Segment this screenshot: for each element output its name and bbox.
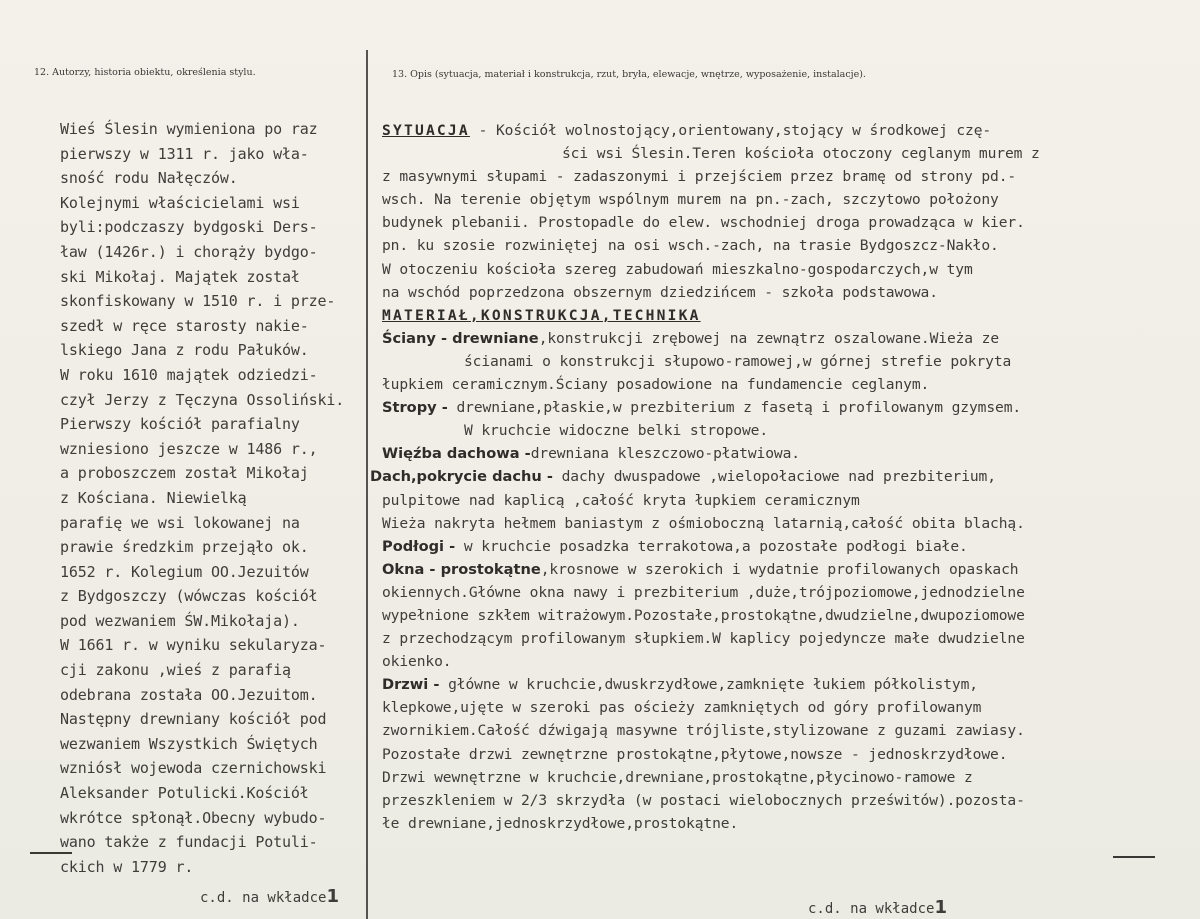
sciany-line: łupkiem ceramicznym.Ściany posadowione na fundamencie ceglanym.: [382, 376, 930, 394]
drzwi-line: klepkowe,ujęte w szeroki pas ościeży zamkniętych od góry profilowanym: [382, 699, 982, 717]
sytuacja-heading: SYTUACJA: [382, 122, 470, 139]
history-line: Wieś Ślesin wymieniona po raz: [60, 120, 318, 138]
history-line: ław (1426r.) i chorąży bydgo-: [60, 242, 318, 261]
sytuacja-line: W otoczeniu kościoła szereg zabudowań mieszkalno-gospodarczych,w tym: [382, 260, 973, 278]
dach-line: Wieża nakryta hełmem baniastym z ośmioboczną latarnią,całość obita blachą.: [382, 514, 1025, 532]
dach-line: pulpitowe nad kaplicą ,całość kryta łupkiem ceramicznym: [382, 491, 860, 509]
drzwi-label: Drzwi -: [382, 676, 440, 694]
wiezba-line: Więźba dachowa -drewniana kleszczowo-płatwiowa.: [382, 445, 800, 463]
sciany-line: ścianami o konstrukcji słupowo-ramowej,w górnej strefie pokryta: [464, 352, 1012, 370]
history-line: byli:podczaszy bydgoski Ders-: [60, 218, 318, 237]
history-line: wzniesiono jeszcze w 1486 r.,: [60, 439, 318, 458]
history-line: ski Mikołaj. Majątek został: [60, 267, 300, 286]
left-continuation-note: c.d. na wkładce1: [200, 886, 339, 907]
history-text: [60, 117, 380, 879]
sytuacja-line: na wschód poprzedzona obszernym dziedzińcem - szkoła podstawowa.: [382, 283, 938, 301]
right-column-header: 13. Opis (sytuacja, materiał i konstrukcja, rzut, bryła, elewacje, wnętrze, wyposażenie, instalacje).: [392, 69, 866, 80]
history-line: pod wezwaniem ŚW.Mikołaja).: [60, 611, 300, 630]
wiezba-label: Więźba dachowa -: [382, 445, 531, 463]
history-line: W 1661 r. w wyniku sekularyza-: [60, 636, 327, 655]
history-line: szedł w ręce starosty nakie-: [60, 316, 309, 335]
stropy-line: W kruchcie widoczne belki stropowe.: [464, 422, 769, 440]
stropy-line: Stropy - drewniane,płaskie,w prezbiterium z fasetą i profilowanym gzymsem.: [382, 399, 1022, 417]
history-line: W roku 1610 majątek odziedzi-: [60, 365, 318, 384]
material-heading: MATERIAŁ,KONSTRUKCJA,TECHNIKA: [382, 306, 701, 324]
okna-label: Okna - prostokątne: [382, 560, 541, 578]
margin-dash-left: [30, 852, 72, 854]
history-line: z Bydgoszczy (wówczas kościół: [60, 587, 318, 606]
drzwi-line: Pozostałe drzwi zewnętrzne prostokątne,płytowe,nowsze - jednoskrzydłowe.: [382, 745, 1008, 763]
dach-line: Dach,pokrycie dachu - dachy dwuspadowe ,wielopołaciowe nad prezbiterium,: [370, 468, 996, 486]
drzwi-line: Drzwi - główne w kruchcie,dwuskrzydłowe,zamknięte łukiem półkolistym,: [382, 676, 978, 694]
history-line: prawie średzkim przejąło ok.: [60, 538, 309, 557]
history-line: parafię we wsi lokowanej na: [60, 513, 300, 532]
podlogi-line: Podłogi - w kruchcie posadzka terrakotowa,a pozostałe podłogi białe.: [382, 537, 968, 555]
okna-line: okiennych.Główne okna nawy i prezbiterium ,duże,trójpoziomowe,jednodzielne: [382, 583, 1025, 601]
history-line: Pierwszy kościół parafialny: [60, 415, 300, 434]
history-line: cji zakonu ,wieś z parafią: [60, 661, 291, 680]
sytuacja-line: wsch. Na terenie objętym wspólnym murem na pn.-zach, szczytowo położony: [382, 191, 999, 209]
history-line: Aleksander Potulicki.Kościół: [60, 784, 309, 803]
history-line: odebrana została OO.Jezuitom.: [60, 685, 318, 704]
dach-label: Dach,pokrycie dachu -: [370, 468, 553, 486]
history-line: z Kościana. Niewielką: [60, 488, 247, 507]
okna-line: Okna - prostokątne,krosnowe w szerokich i wydatnie profilowanych opaskach: [382, 560, 1019, 578]
okna-line: z przechodzącym profilowanym słupkiem.W kaplicy pojedyncze małe dwudzielne: [382, 630, 1025, 648]
history-line: pierwszy w 1311 r. jako wła-: [60, 144, 309, 163]
okna-line: wypełnione szkłem witrażowym.Pozostałe,prostokątne,dwudzielne,dwupoziomowe: [382, 606, 1025, 624]
okna-line: okienko.: [382, 653, 452, 671]
history-line: wkrótce spłonął.Obecny wybudo-: [60, 808, 327, 827]
sciany-label: Ściany - drewniane: [382, 329, 539, 347]
history-line: wezwaniem Wszystkich Świętych: [60, 734, 318, 753]
history-line: wzniósł wojewoda czernichowski: [60, 759, 327, 778]
drzwi-line: przeszkleniem w 2/3 skrzydła (w postaci wielobocznych prześwitów).pozosta-: [382, 791, 1025, 809]
history-line: Następny drewniany kościół pod: [60, 710, 327, 729]
description-text: [370, 119, 1142, 835]
left-column-header: 12. Autorzy, historia obiektu, określenia stylu.: [34, 67, 256, 78]
history-line: czył Jerzy z Tęczyna Ossoliński.: [60, 390, 345, 409]
history-line: lskiego Jana z rodu Pałuków.: [60, 341, 309, 360]
sytuacja-line: pn. ku szosie rozwiniętej na osi wsch.-zach, na trasie Bydgoszcz-Nakło.: [382, 237, 999, 255]
drzwi-line: łe drewniane,jednoskrzydłowe,prostokątne.: [382, 814, 739, 832]
drzwi-line: zwornikiem.Całość dźwigają masywne trójliste,stylizowane z guzami zawiasy.: [382, 722, 1025, 740]
sytuacja-line: z masywnymi słupami - zadaszonymi i przejściem przez bramę od strony pd.-: [382, 168, 1017, 186]
podlogi-label: Podłogi -: [382, 537, 456, 555]
sytuacja-line: budynek plebanii. Prostopadle do elew. wschodniej droga prowadząca w kier.: [382, 214, 1025, 232]
history-line: a proboszczem został Mikołaj: [60, 464, 309, 483]
right-continuation-note: c.d. na wkładce1: [808, 897, 947, 918]
history-line: ckich w 1779 r.: [60, 857, 194, 876]
sciany-line: Ściany - drewniane,konstrukcji zrębowej na zewnątrz oszalowane.Wieża ze: [382, 329, 1000, 347]
stropy-label: Stropy -: [382, 399, 448, 417]
drzwi-line: Drzwi wewnętrzne w kruchcie,drewniane,prostokątne,płycinowo-ramowe z: [382, 768, 973, 786]
history-line: 1652 r. Kolegium OO.Jezuitów: [60, 562, 309, 581]
sytuacja-line: SYTUACJA - Kościół wolnostojący,orientowany,stojący w środkowej czę-: [382, 122, 992, 139]
history-line: wano także z fundacji Potuli-: [60, 833, 318, 852]
history-line: sność rodu Nałęczów.: [60, 169, 238, 188]
history-line: skonfiskowany w 1510 r. i prze-: [60, 292, 336, 311]
margin-dash-right: [1113, 856, 1155, 858]
sytuacja-line: ści wsi Ślesin.Teren kościoła otoczony ceglanym murem z: [562, 145, 1040, 163]
material-heading-line: [382, 304, 1142, 327]
history-line: Kolejnymi właścicielami wsi: [60, 193, 300, 212]
